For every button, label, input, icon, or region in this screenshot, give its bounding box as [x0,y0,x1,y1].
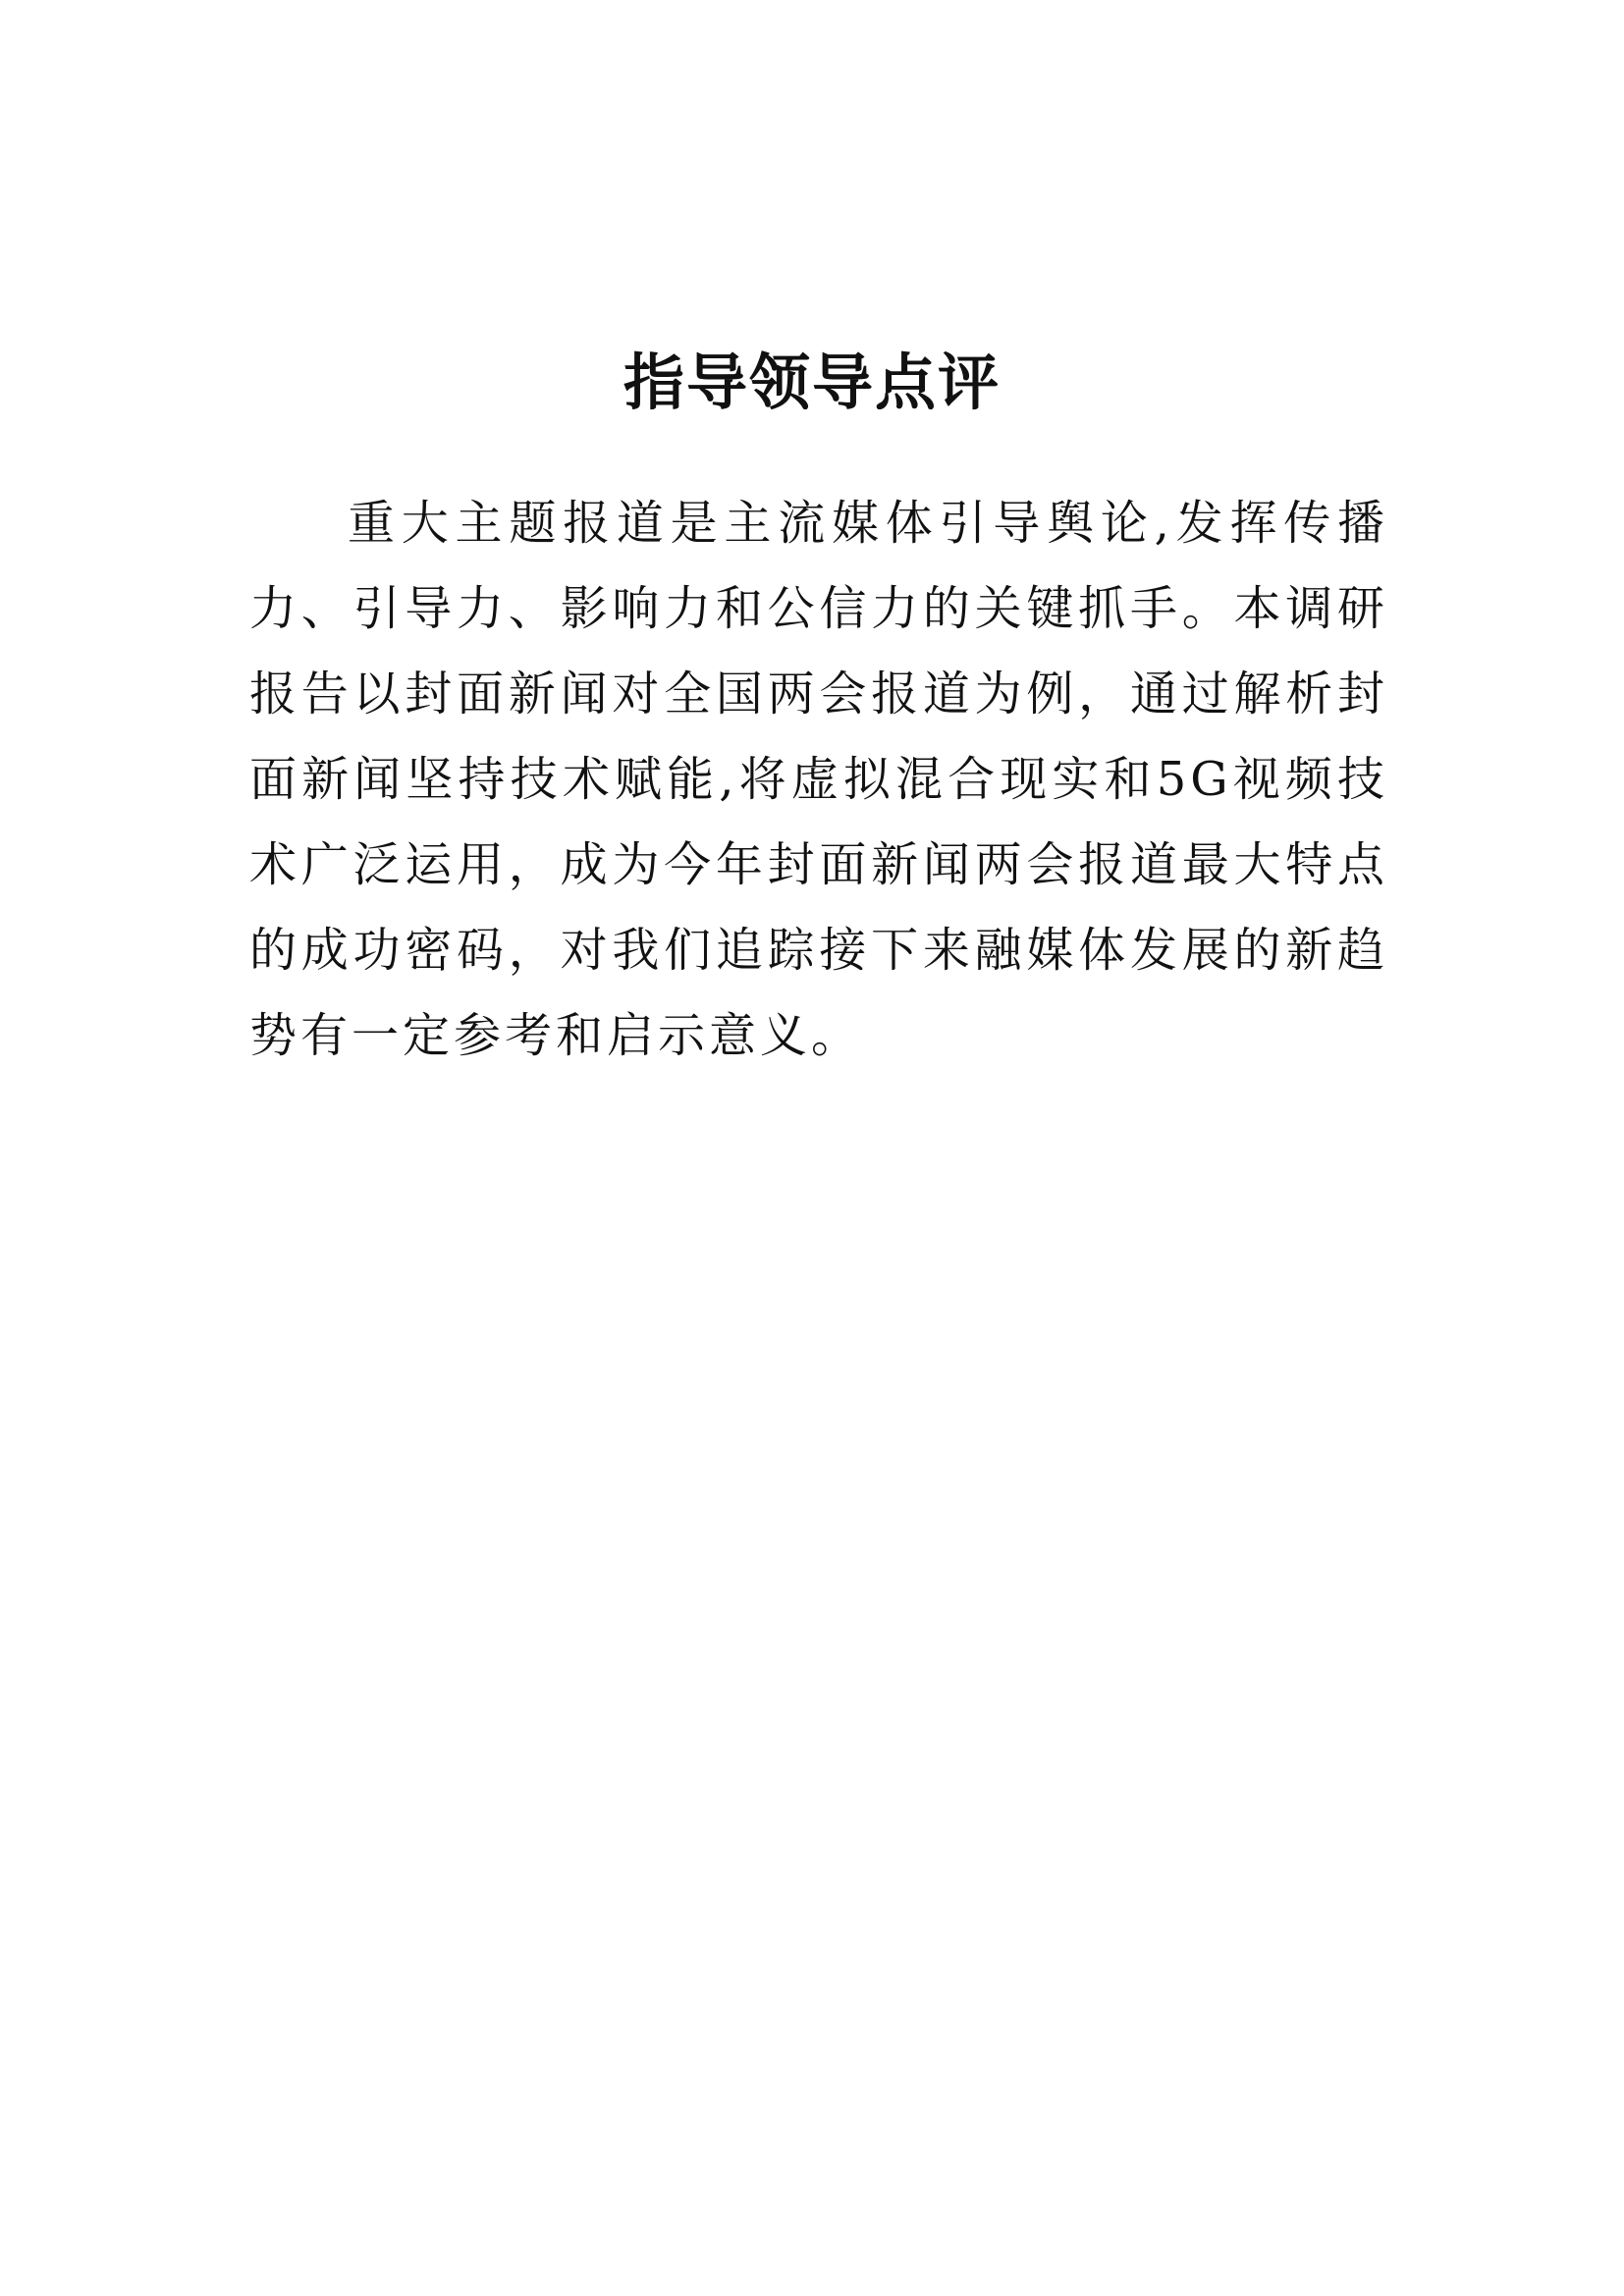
body-paragraph: 重大主题报道是主流媒体引导舆论,发挥传播力、引导力、影响力和公信力的关键抓手。本调研报告以封面新闻对全国两会报道为例，通过解析封面新闻坚持技术赋能,将虚拟混合现实和5G视频技术广泛运用，成为今年封面新闻两会报道最大特点的成功密码，对我们追踪接下来融媒体发展的新趋势有一定参考和启示意义。 [249,496,1388,1063]
page-title: 指导领导点评 [623,347,1001,418]
